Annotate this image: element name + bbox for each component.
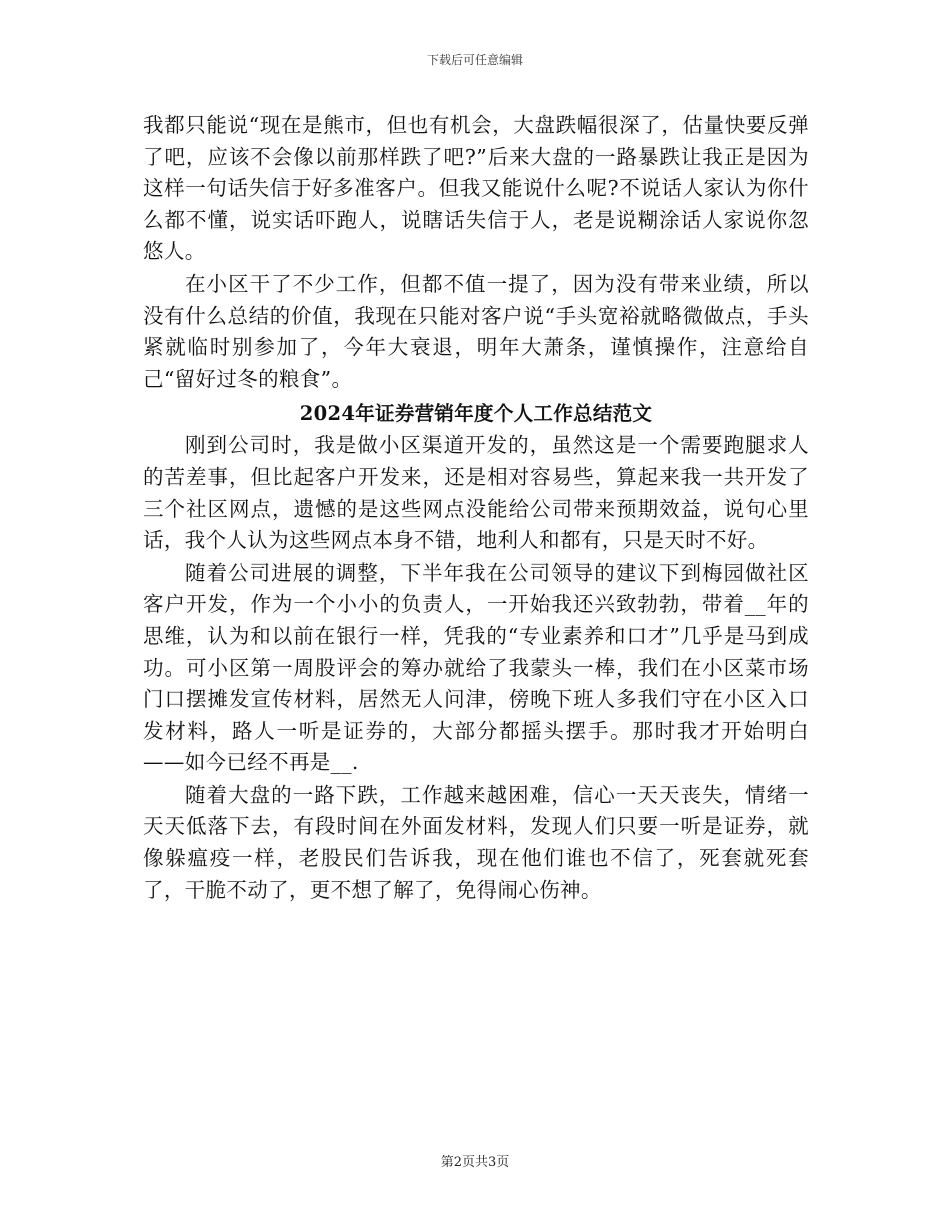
paragraph-community-work: 在小区干了不少工作，但都不值一提了，因为没有带来业绩，所以没有什么总结的价值，我现在只能对客户说“手头宽裕就略微做点，手头紧就临时别参加了，今年大衰退，明年大萧条，谨慎操作，注意给自己“留好过冬的粮食”。 bbox=[143, 271, 809, 391]
section-title: 2024年证券营销年度个人工作总结范文 bbox=[299, 402, 653, 426]
paragraph-market-decline: 随着大盘的一路下跌，工作越来越困难，信心一天天丧失，情绪一天天低落下去，有段时间在外面发材料，发现人们只要一听是证券，就像躲瘟疫一样，老股民们告诉我，现在他们谁也不信了，死套就死套了，干脆不动了，更不想了解了，免得闹心伤神。 bbox=[143, 782, 809, 902]
paragraph-continuation: 我都只能说“现在是熊市，但也有机会，大盘跌幅很深了，估量快要反弹了吧，应该不会像以前那样跌了吧?”后来大盘的一路暴跌让我正是因为这样一句话失信于好多准客户。但我又能说什么呢?不说话人家认为你什么都不懂，说实话吓跑人，说瞎话失信于人，老是说糊涂话人家说你忽悠人。 bbox=[143, 113, 809, 264]
paragraph-meiyuan-development: 随着公司进展的调整，下半年我在公司领导的建议下到梅园做社区客户开发，作为一个小小的负责人，一开始我还兴致勃勃，带着__年的思维，认为和以前在银行一样，凭我的“专业素养和口才”几乎是马到成功。可小区第一周股评会的筹办就给了我蒙头一棒，我们在小区菜市场门口摆摊发宣传材料，居然无人问津，傍晚下班人多我们守在小区入口发材料，路人一听是证券的，大部分都摇头摆手。那时我才开始明白——如今已经不再是__. bbox=[143, 560, 809, 775]
page-header-note: 下载后可任意编辑 bbox=[426, 53, 523, 67]
paragraph-channel-development: 刚到公司时，我是做小区渠道开发的，虽然这是一个需要跑腿求人的苦差事，但比起客户开发来，还是相对容易些，算起来我一共开发了三个社区网点，遗憾的是这些网点没能给公司带来预期效益，说句心里话，我个人认为这些网点本身不错，地利人和都有，只是天时不好。 bbox=[143, 433, 809, 553]
document-body bbox=[143, 110, 809, 906]
page-number: 第2页共3页 bbox=[440, 1155, 510, 1170]
